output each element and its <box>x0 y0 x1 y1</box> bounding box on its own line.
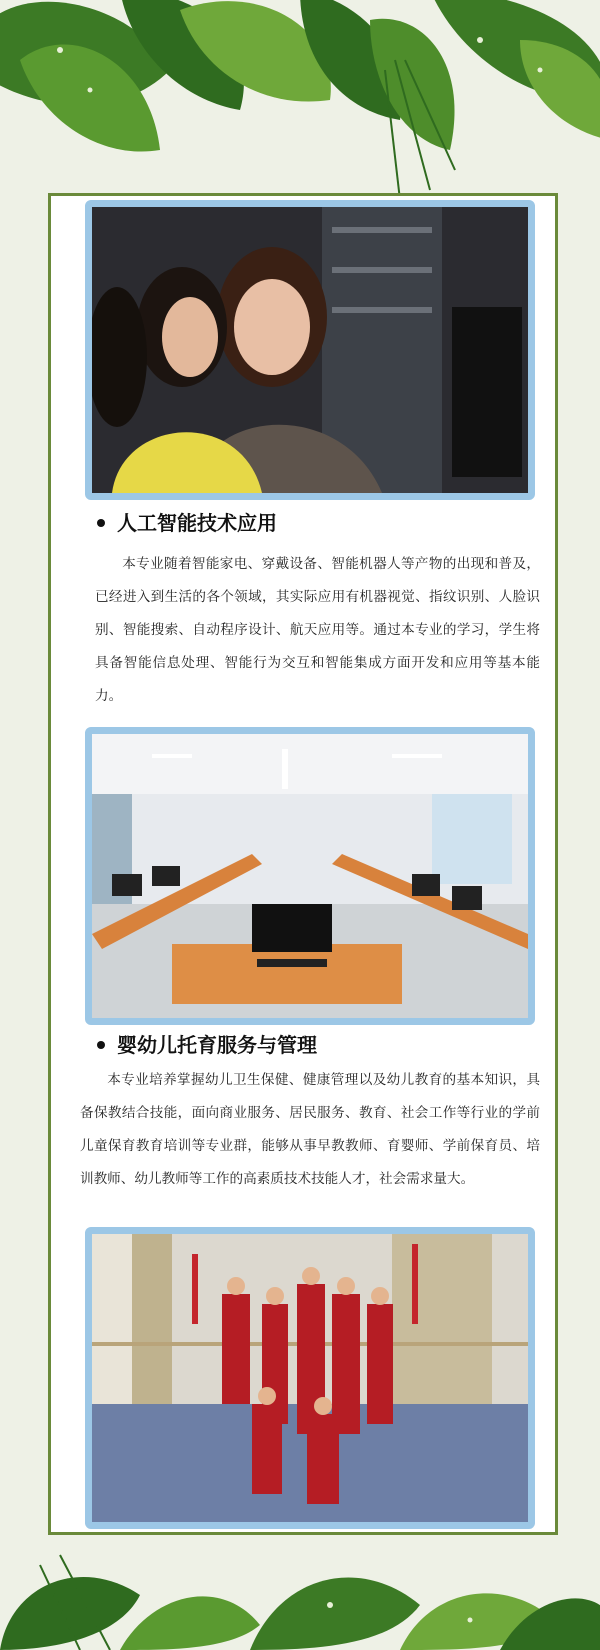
photo-dance-performance <box>85 1227 535 1529</box>
section-heading-childcare <box>97 1030 317 1060</box>
bottom-leaves-decoration <box>0 1535 600 1650</box>
section-title: 人工智能技术应用 <box>117 511 277 535</box>
top-leaves-decoration <box>0 0 600 200</box>
bullet-dot-icon <box>97 1041 105 1049</box>
photo-ai-lab <box>85 200 535 500</box>
section-body-childcare: 本专业培养掌握幼儿卫生保健、健康管理以及幼儿教育的基本知识，具备保教结合技能，面向商业服务、居民服务、教育、社会工作等行业的学前儿童保育教育培训等专业群，能够从事早教教师、育婴师、学前保育员、培训教师、幼儿教师等工作的高素质技术技能人才，社会需求量大。 <box>80 1072 540 1187</box>
section-body-ai: 本专业随着智能家电、穿戴设备、智能机器人等产物的出现和普及，已经进入到生活的各个领域，其实际应用有机器视觉、指纹识别、人脸识别、智能搜索、自动程序设计、航天应用等。通过本专业的学习，学生将具备智能信息处理、智能行为交互和智能集成方面开发和应用等基本能力。 <box>95 556 540 704</box>
section-title: 婴幼儿托育服务与管理 <box>117 1033 317 1057</box>
photo-computer-classroom <box>85 727 535 1025</box>
bullet-dot-icon <box>97 519 105 527</box>
section-heading-ai <box>97 508 277 538</box>
